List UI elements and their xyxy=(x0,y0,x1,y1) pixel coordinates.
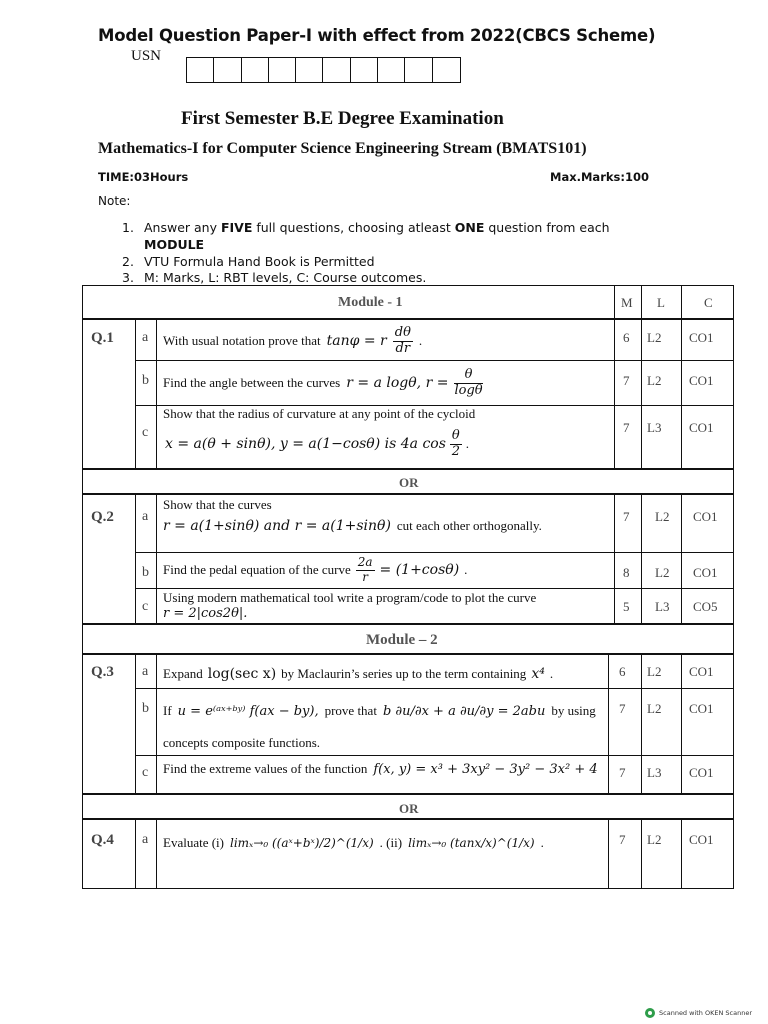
q3c-marks: 7 xyxy=(619,765,626,780)
q2b-label: b xyxy=(142,565,149,580)
q3b-level: L2 xyxy=(647,701,662,716)
q3b-text: If u = e⁽ᵃˣ⁺ᵇʸ⁾ f(ax − by), prove that b ∂u/∂x + a ∂u/∂y = 2abu by using xyxy=(163,703,596,719)
q1b-level: L2 xyxy=(647,373,662,388)
module-1-title: Module - 1 xyxy=(338,295,403,310)
q2c-text: Using modern mathematical tool write a program/code to plot the curve xyxy=(163,590,537,605)
instruction-1: 1. Answer any FIVE full questions, choosing atleast ONE question from each xyxy=(122,220,610,235)
q3c-label: c xyxy=(142,765,149,780)
q2c-math: r = 2|cos2θ|. xyxy=(163,606,248,621)
instruction-3: 3. M: Marks, L: RBT levels, C: Course outcomes. xyxy=(122,270,427,285)
usn-boxes[interactable] xyxy=(186,57,461,83)
q2a-marks: 7 xyxy=(623,509,630,524)
q1-block xyxy=(82,319,734,469)
q3b-text-cont: concepts composite functions. xyxy=(163,735,321,750)
q2c-co: CO5 xyxy=(693,599,718,614)
q4a-co: CO1 xyxy=(689,832,714,847)
module-2-header-row xyxy=(82,624,734,654)
q1a-label: a xyxy=(142,330,149,345)
q1c-label: c xyxy=(142,425,149,440)
q2c-marks: 5 xyxy=(623,599,630,614)
module-1-header-row xyxy=(82,285,734,319)
q3b-co: CO1 xyxy=(689,701,714,716)
q1-number: Q.1 xyxy=(91,330,114,346)
q2a-label: a xyxy=(142,509,149,524)
q4a-text: Evaluate (i) limₓ→₀ ((aˣ+bˣ)/2)^(1/x) . (ii) limₓ→₀ (tanx/x)^(1/x) . xyxy=(163,835,544,850)
q1c-level: L3 xyxy=(647,420,662,435)
col-m-header: M xyxy=(621,295,633,310)
q4-block xyxy=(82,819,734,889)
q1a-marks: 6 xyxy=(623,330,630,345)
q3a-level: L2 xyxy=(647,664,662,679)
q4-number: Q.4 xyxy=(91,832,114,848)
col-c-header: C xyxy=(704,295,713,310)
q2a-level: L2 xyxy=(655,509,670,524)
note-label: Note: xyxy=(98,194,131,208)
q3c-text: Find the extreme values of the function f(x, y) = x³ + 3xy² − 3y² − 3x² + 4 xyxy=(163,761,598,777)
q4a-marks: 7 xyxy=(619,832,626,847)
q3a-marks: 6 xyxy=(619,664,626,679)
usn-label: USN xyxy=(131,48,162,64)
q1b-label: b xyxy=(142,373,149,388)
q2b-marks: 8 xyxy=(623,565,630,580)
q2b-co: CO1 xyxy=(693,565,718,580)
col-l-header: L xyxy=(657,295,665,310)
q3c-co: CO1 xyxy=(689,765,714,780)
q2c-level: L3 xyxy=(655,599,670,614)
max-marks-label: Max.Marks:100 xyxy=(550,170,649,184)
q1b-text: Find the angle between the curves r = a logθ, r = $\frac{\theta}{\log\theta}$ xyxy=(163,366,483,398)
scanner-watermark: Scanned with OKEN Scanner xyxy=(645,1008,752,1018)
q2c-label: c xyxy=(142,599,149,614)
paper-title: Model Question Paper-I with effect from 2022(CBCS Scheme) xyxy=(98,26,656,45)
q2a-co: CO1 xyxy=(693,509,718,524)
q4a-level: L2 xyxy=(647,832,662,847)
q1c-math: x = a(θ + sinθ), y = a(1−cosθ) is 4a cos $\frac{\theta}{2}$ . xyxy=(165,427,469,459)
q2-block xyxy=(82,494,734,624)
or-row-1 xyxy=(82,469,734,494)
q1a-level: L2 xyxy=(647,330,662,345)
q1c-text: Show that the radius of curvature at any point of the cycloid xyxy=(163,406,476,421)
instruction-2: 2. VTU Formula Hand Book is Permitted xyxy=(122,254,375,269)
time-label: TIME:03Hours xyxy=(98,170,189,184)
q3a-text: Expand log(sec x) by Maclaurin’s series up to the term containing x⁴ . xyxy=(163,666,554,682)
q3a-label: a xyxy=(142,664,149,679)
or-label-1: OR xyxy=(399,475,419,490)
or-row-2 xyxy=(82,794,734,819)
q3-block xyxy=(82,654,734,794)
q2b-level: L2 xyxy=(655,565,670,580)
q2-number: Q.2 xyxy=(91,509,114,525)
q3-number: Q.3 xyxy=(91,664,114,680)
q1b-marks: 7 xyxy=(623,373,630,388)
or-label-2: OR xyxy=(399,801,419,816)
q2b-text: Find the pedal equation of the curve $\frac{2a}{r}$ = (1+cosθ) . xyxy=(163,554,468,584)
module-2-title: Module – 2 xyxy=(366,632,438,648)
q3c-level: L3 xyxy=(647,765,662,780)
q1a-text: With usual notation prove that tanφ = r $\frac{d\theta}{dr}$ . xyxy=(163,324,423,356)
scanner-logo-icon xyxy=(645,1008,655,1018)
q3b-marks: 7 xyxy=(619,701,626,716)
q3b-label: b xyxy=(142,701,149,716)
q1a-co: CO1 xyxy=(689,330,714,345)
q1c-marks: 7 xyxy=(623,420,630,435)
q2a-text: Show that the curves xyxy=(163,497,272,512)
instruction-1-cont: MODULE xyxy=(144,237,205,252)
q1b-co: CO1 xyxy=(689,373,714,388)
q1c-co: CO1 xyxy=(689,420,714,435)
exam-title: First Semester B.E Degree Examination xyxy=(181,108,504,129)
subject-title: Mathematics-I for Computer Science Engineering Stream (BMATS101) xyxy=(98,140,587,157)
q4a-label: a xyxy=(142,832,149,847)
q3a-co: CO1 xyxy=(689,664,714,679)
q2a-math: r = a(1+sinθ) and r = a(1+sinθ) cut each other orthogonally. xyxy=(163,518,542,534)
